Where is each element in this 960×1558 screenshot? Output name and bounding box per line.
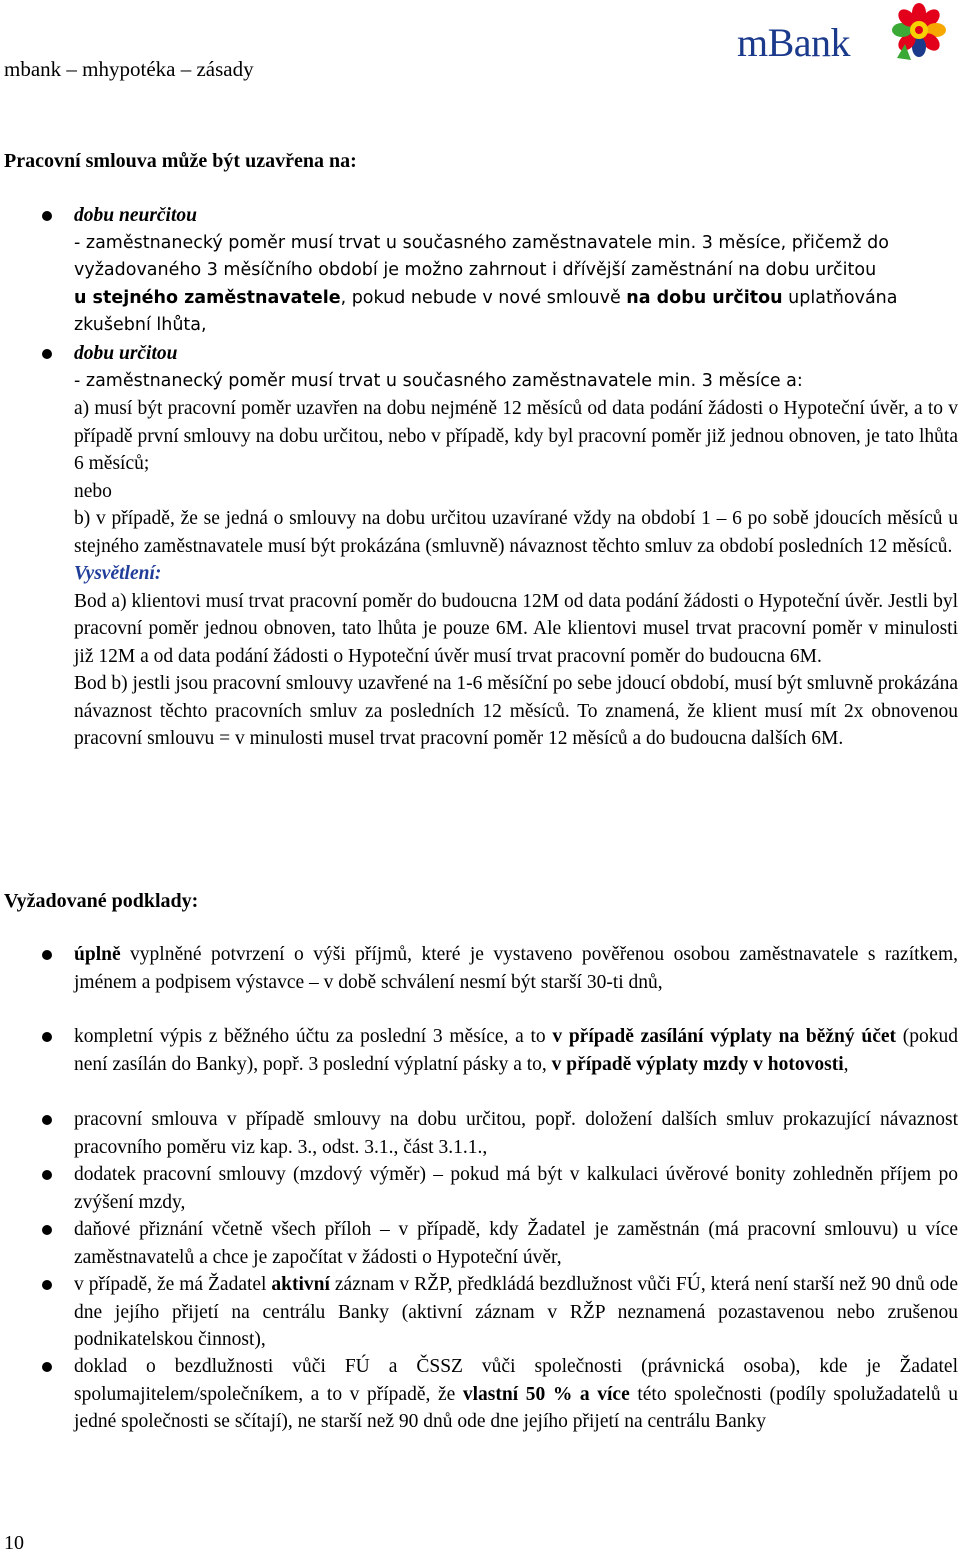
document-header: mbank – mhypotéka – zásady — [4, 57, 254, 81]
item-text — [74, 1353, 958, 1436]
text-span: , pokud nebude v nové smlouvě — [340, 287, 627, 308]
list-item-tax-return — [74, 1216, 958, 1271]
bold-text: vlastní 50 % a více — [462, 1383, 630, 1405]
text-line: zkušební lhůta, — [74, 315, 207, 335]
flower-logo-icon — [883, 2, 953, 68]
text-span: v případě, že má Žadatel — [74, 1274, 272, 1295]
item-title: dobu určitou — [74, 343, 178, 364]
bullet-icon — [42, 211, 52, 221]
item-text — [74, 941, 958, 996]
item-text: dodatek pracovní smlouvy (mzdový výměr) – pokud má být v kalkulaci úvěrové bonity zohledněn příjem po zvýšení mzdy, — [74, 1164, 958, 1213]
bullet-icon — [42, 1115, 52, 1125]
paragraph-a: a) musí být pracovní poměr uzavřen na dobu nejméně 12 měsíců od data podání žádosti o Hypoteční úvěr, a to v případě první smlouvy na dobu určitou, nebo v případě, kdy byl pracovní poměr již jednou obnoven, je tato lhůta 6 měsíců; — [74, 398, 958, 474]
bullet-icon — [42, 1032, 52, 1042]
text-span: uplatňována — [782, 287, 898, 308]
bold-text: aktivní — [271, 1274, 330, 1295]
text-span: kompletní výpis z běžného účtu za poslední 3 měsíce, a to — [74, 1026, 553, 1047]
bold-text: u stejného zaměstnavatele — [74, 287, 341, 308]
list-item-contract — [74, 1106, 958, 1161]
bullet-icon — [42, 950, 52, 960]
explanation-a: Bod a) klientovi musí trvat pracovní poměr do budoucna 12M od data podání žádosti o Hypoteční úvěr. Jestli byl pracovní poměr jednou obnoven, tato lhůta je pouze 6M. Ale klientovi musel trvat pracovní poměr v minulosti již 12M a od data podání žádosti o Hypoteční úvěr musí trvat pracovní poměr do budoucna 6M. — [74, 590, 958, 667]
item-text — [74, 1271, 958, 1354]
bullet-icon — [42, 1280, 52, 1290]
text-span: vyplněné potvrzení o výši příjmů, které je vystaveno pověřenou osobou zaměstnavatele s razítkem, jménem a podpisem výstavce – v době schválení nesmí být starší 30-ti dnů, — [74, 944, 958, 993]
text-line: - zaměstnanecký poměr musí trvat u současného zaměstnavatele min. 3 měsíce, přičemž do — [74, 232, 889, 253]
text-line: vyžadovaného 3 měsíčního období je možno zahrnout i dřívější zaměstnání na dobu určitou — [74, 260, 877, 280]
text-span: (pokud není zasílán do Banky), popř. 3 poslední výplatní pásky a to, — [74, 1026, 958, 1075]
explanation-b: Bod b) jestli jsou pracovní smlouvy uzavřené na 1-6 měsíční po sebe jdoucí období, musí být smluvně prokázána návaznost těchto pracovních smluv za posledních 12 měsíců. To znamená, že klient musí mít 2x obnovenou pracovní smlouvu = v minulosti musel trvat pracovní poměr 12 měsíců a do budoucna dalších 6M. — [74, 673, 958, 749]
list-item-income — [74, 941, 958, 996]
bullet-icon — [42, 349, 52, 359]
section-heading-documents: Vyžadované podklady: — [4, 890, 199, 912]
section-heading-contract: Pracovní smlouva může být uzavřena na: — [4, 150, 357, 172]
bold-text: v případě výplaty mzdy v hotovosti — [551, 1053, 844, 1075]
list-item-definite — [74, 340, 958, 753]
bullet-icon — [42, 1362, 52, 1372]
list-item-indefinite — [74, 202, 958, 340]
text-span: této společnosti (podíly spolužadatelů u jedné společnosti se sčítají), ne starší než 90 dnů ode dne jejího přijetí na centrálu Banky — [74, 1383, 958, 1432]
text-span: doklad o bezdlužnosti vůči FÚ a ČSSZ vůči společnosti (právnická osoba), kde je Žadatel spolumajitelem/společníkem, a to v případě, že — [74, 1356, 958, 1405]
text-line — [74, 285, 958, 313]
page-number: 10 — [4, 1532, 24, 1554]
item-title: dobu neurčitou — [74, 205, 197, 226]
item-text: pracovní smlouva v případě smlouvy na dobu určitou, popř. doložení dalších smluv prokazující návaznost pracovního poměru viz kap. 3., odst. 3.1., část 3.1.1., — [74, 1109, 958, 1158]
bold-text: na dobu určitou — [626, 287, 783, 308]
list-item-rzp — [74, 1271, 958, 1354]
bullet-icon — [42, 1170, 52, 1180]
logo-text: mBank — [737, 20, 851, 65]
item-text — [74, 1023, 958, 1078]
explanation-label: Vysvětlení: — [74, 563, 162, 584]
text-span: , — [843, 1053, 849, 1075]
text-nebo: nebo — [74, 480, 112, 502]
bullet-icon — [42, 1225, 52, 1235]
bold-text: úplně — [74, 944, 121, 965]
text-span: záznam v RŽP, předkládá bezdlužnost vůči FÚ, která není starší než 90 dnů ode dne jejího přijetí na centrálu Banky (aktivní záznam v RŽP neznamená pozastavenou nebo zrušenou podnikatelskou činnost), — [74, 1274, 958, 1350]
list-item-debt-free — [74, 1353, 958, 1436]
bold-text: v případě zasílání výplaty na běžný účet — [552, 1026, 897, 1047]
item-text: daňové přiznání včetně všech příloh – v případě, kdy Žadatel je zaměstnán (má pracovní smlouvu) u více zaměstnavatelů a chce je započítat v žádosti o Hypoteční úvěr, — [74, 1219, 958, 1268]
text-line: - zaměstnanecký poměr musí trvat u současného zaměstnavatele min. 3 měsíce a: — [74, 370, 803, 391]
mbank-logo — [737, 2, 957, 68]
list-item-statement — [74, 1023, 958, 1078]
paragraph-b: b) v případě, že se jedná o smlouvy na dobu určitou uzavírané vždy na období 1 – 6 po sobě jdoucích měsíců u stejného zaměstnavatele musí být prokázána (smluvně) návaznost těchto smluv za období posledních 12 měsíců. — [74, 508, 958, 557]
list-item-amendment — [74, 1161, 958, 1216]
